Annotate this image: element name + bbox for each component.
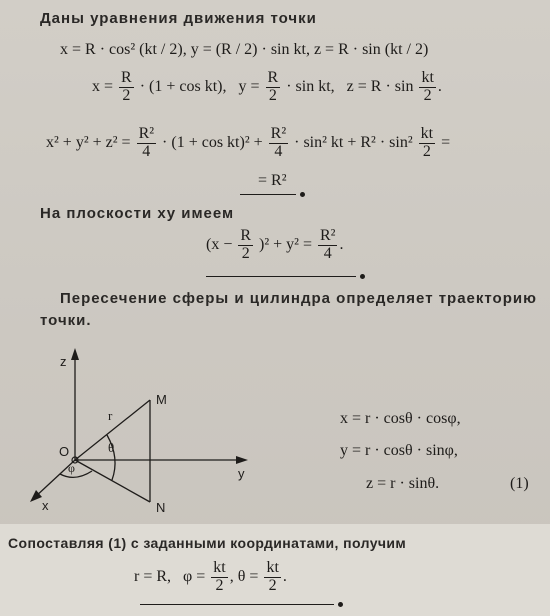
system-line-2: y = r · cosθ · sinφ, xyxy=(340,442,458,459)
eq2-z-num: kt xyxy=(421,69,434,86)
end-underline-2 xyxy=(206,276,356,277)
label-n: N xyxy=(156,500,166,515)
eq3-mid2: · sin² kt + R² · sin² xyxy=(294,133,413,151)
final-theta-fraction xyxy=(264,560,280,595)
z-axis-arrow xyxy=(71,348,79,360)
eq2-x-den: 2 xyxy=(119,87,134,105)
eq2-y-tail: · sin kt, xyxy=(286,77,335,95)
eq4-pre: (x − xyxy=(206,235,233,253)
label-phi: φ xyxy=(68,461,75,475)
equation-sphere xyxy=(46,126,450,161)
segment-on xyxy=(75,460,150,502)
equation-rewritten xyxy=(92,70,442,105)
label-z: z xyxy=(60,354,67,369)
heading-xy-plane: На плоскости xy имеем xyxy=(40,205,235,222)
equation-final xyxy=(134,560,287,595)
eq3-tail: = xyxy=(441,133,451,151)
eq4-fraction xyxy=(238,228,253,263)
eq2-z-fraction xyxy=(419,70,435,105)
equation-cylinder xyxy=(206,228,343,263)
equation-sphere-result: = R² xyxy=(258,172,287,189)
eq4-r-num: R² xyxy=(320,227,336,244)
final-theta-den: 2 xyxy=(264,577,280,595)
equation-motion: x = R · cos² (kt / 2), y = (R / 2) · sin kt, z = R · sin (kt / 2) xyxy=(60,41,429,58)
label-o: O xyxy=(59,444,70,459)
eq3-f1-num: R² xyxy=(138,125,155,142)
eq2-x-lhs: x = xyxy=(92,77,114,95)
label-x: x xyxy=(42,498,49,513)
label-theta: θ xyxy=(108,440,115,455)
label-y: y xyxy=(238,466,245,481)
y-axis-arrow xyxy=(236,456,248,464)
eq4-f-num: R xyxy=(240,227,252,244)
end-dot-1 xyxy=(300,192,305,197)
end-underline-1 xyxy=(240,194,296,195)
final-phi-lhs: φ = xyxy=(183,567,206,585)
final-r: r = R, xyxy=(134,567,172,585)
final-phi-num: kt xyxy=(213,559,226,576)
final-theta-num: kt xyxy=(266,559,279,576)
label-r: r xyxy=(108,408,113,423)
eq4-mid: )² + y² = xyxy=(259,235,312,253)
eq3-fraction-1 xyxy=(137,126,156,161)
system-line-1: x = r · cosθ · cosφ, xyxy=(340,410,461,427)
arc-phi xyxy=(60,471,92,477)
eq2-z-tail: . xyxy=(437,77,442,95)
eq2-y-num: R xyxy=(267,69,279,86)
end-dot-3 xyxy=(338,602,343,607)
eq2-y-den: 2 xyxy=(266,87,281,105)
eq3-mid1: · (1 + cos kt)² + xyxy=(162,133,263,151)
label-m: M xyxy=(156,392,167,407)
eq3-f2-den: 4 xyxy=(269,143,288,161)
eq3-f1-den: 4 xyxy=(137,143,156,161)
eq4-rhs-fraction xyxy=(318,228,337,263)
end-underline-3 xyxy=(140,604,334,605)
eq3-f3-den: 2 xyxy=(419,143,435,161)
eq3-f3-num: kt xyxy=(420,125,434,142)
final-phi-fraction xyxy=(211,560,227,595)
eq3-lhs: x² + y² + z² = xyxy=(46,133,131,151)
eq2-z-lhs: z = R · sin xyxy=(346,77,414,95)
eq3-fraction-2 xyxy=(269,126,288,161)
end-dot-2 xyxy=(360,274,365,279)
eq4-r-den: 4 xyxy=(318,245,337,263)
paragraph-comparing: Сопоставляя (1) с заданными координатами, получим xyxy=(8,535,407,551)
eq3-f2-num: R² xyxy=(270,125,287,142)
eq2-z-den: 2 xyxy=(419,87,435,105)
final-phi-den: 2 xyxy=(211,577,227,595)
heading-given-equations: Даны уравнения движения точки xyxy=(40,10,317,27)
paragraph-intersection-line1: Пересечение сферы и цилиндра определяет траекторию xyxy=(60,290,537,307)
eq4-f-den: 2 xyxy=(238,245,253,263)
eq2-y-fraction xyxy=(266,70,281,105)
eq2-y-lhs: y = xyxy=(238,77,260,95)
eq2-x-num: R xyxy=(121,69,132,86)
final-theta-lhs: , θ = xyxy=(229,567,259,585)
equation-number: (1) xyxy=(510,475,529,492)
eq3-fraction-3 xyxy=(419,126,435,161)
final-tail: . xyxy=(282,567,287,585)
coordinate-diagram xyxy=(20,340,260,520)
eq2-x-fraction xyxy=(119,70,134,105)
system-line-3: z = r · sinθ. xyxy=(366,475,440,492)
paragraph-intersection-line2: точки. xyxy=(40,312,92,329)
eq4-tail: . xyxy=(339,235,344,253)
eq2-x-tail: · (1 + cos kt), xyxy=(139,77,227,95)
